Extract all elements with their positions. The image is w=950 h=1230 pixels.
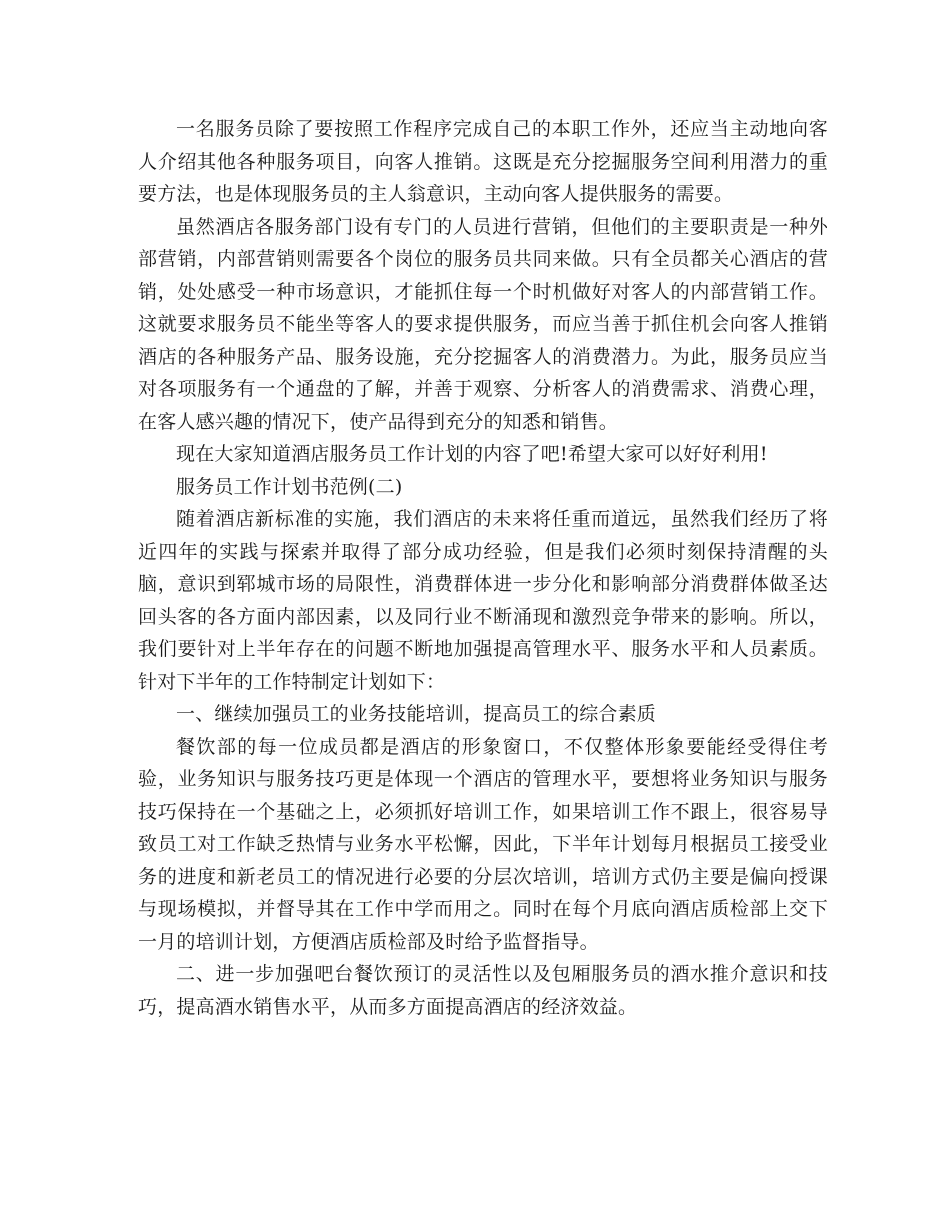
paragraph-3: 现在大家知道酒店服务员工作计划的内容了吧!希望大家可以好好利用! xyxy=(176,443,768,465)
section-title: 服务员工作计划书范例(二) xyxy=(176,475,403,498)
paragraph-4: 随着酒店新标准的实施，我们酒店的未来将任重而道远，虽然我们经历了将近四年的实践与探索并取得了部分成功经验，但是我们必须时刻保持清醒的头脑，意识到郓城市场的局限性，消费群体进一步分化和影响部分消费群体做圣达回头客的各方面内部因素，以及同行业不断涌现和激烈竞争带来的影响。所以，我们要针对上半年存在的问题不断地加强提高管理水平、服务水平和人员素质。针对下半年的工作特制定计划如下： xyxy=(138,508,828,693)
document-body xyxy=(138,113,828,1023)
heading-1: 一、继续加强员工的业务技能培训，提高员工的综合素质 xyxy=(176,703,657,725)
heading-2: 二、进一步加强吧台餐饮预订的灵活性以及包厢服务员的酒水推介意识和技巧，提高酒水销售水平，从而多方面提高酒店的经济效益。 xyxy=(138,963,828,1018)
paragraph-1: 一名服务员除了要按照工作程序完成自己的本职工作外，还应当主动地向客人介绍其他各种服务项目，向客人推销。这既是充分挖掘服务空间利用潜力的重要方法，也是体现服务员的主人翁意识，主动向客人提供服务的需要。 xyxy=(138,118,828,205)
paragraph-5: 餐饮部的每一位成员都是酒店的形象窗口，不仅整体形象要能经受得住考验，业务知识与服务技巧更是体现一个酒店的管理水平，要想将业务知识与服务技巧保持在一个基础之上，必须抓好培训工作，如果培训工作不跟上，很容易导致员工对工作缺乏热情与业务水平松懈，因此，下半年计划每月根据员工接受业务的进度和新老员工的情况进行必要的分层次培训，培训方式仍主要是偏向授课与现场模拟，并督导其在工作中学而用之。同时在每个月底向酒店质检部上交下一月的培训计划，方便酒店质检部及时给予监督指导。 xyxy=(138,735,828,953)
paragraph-2: 虽然酒店各服务部门设有专门的人员进行营销，但他们的主要职责是一种外部营销，内部营销则需要各个岗位的服务员共同来做。只有全员都关心酒店的营销，处处感受一种市场意识，才能抓住每一个时机做好对客人的内部营销工作。这就要求服务员不能坐等客人的要求提供服务，而应当善于抓住机会向客人推销酒店的各种服务产品、服务设施，充分挖掘客人的消费潜力。为此，服务员应当对各项服务有一个通盘的了解，并善于观察、分析客人的消费需求、消费心理，在客人感兴趣的情况下，使产品得到充分的知悉和销售。 xyxy=(138,215,828,433)
